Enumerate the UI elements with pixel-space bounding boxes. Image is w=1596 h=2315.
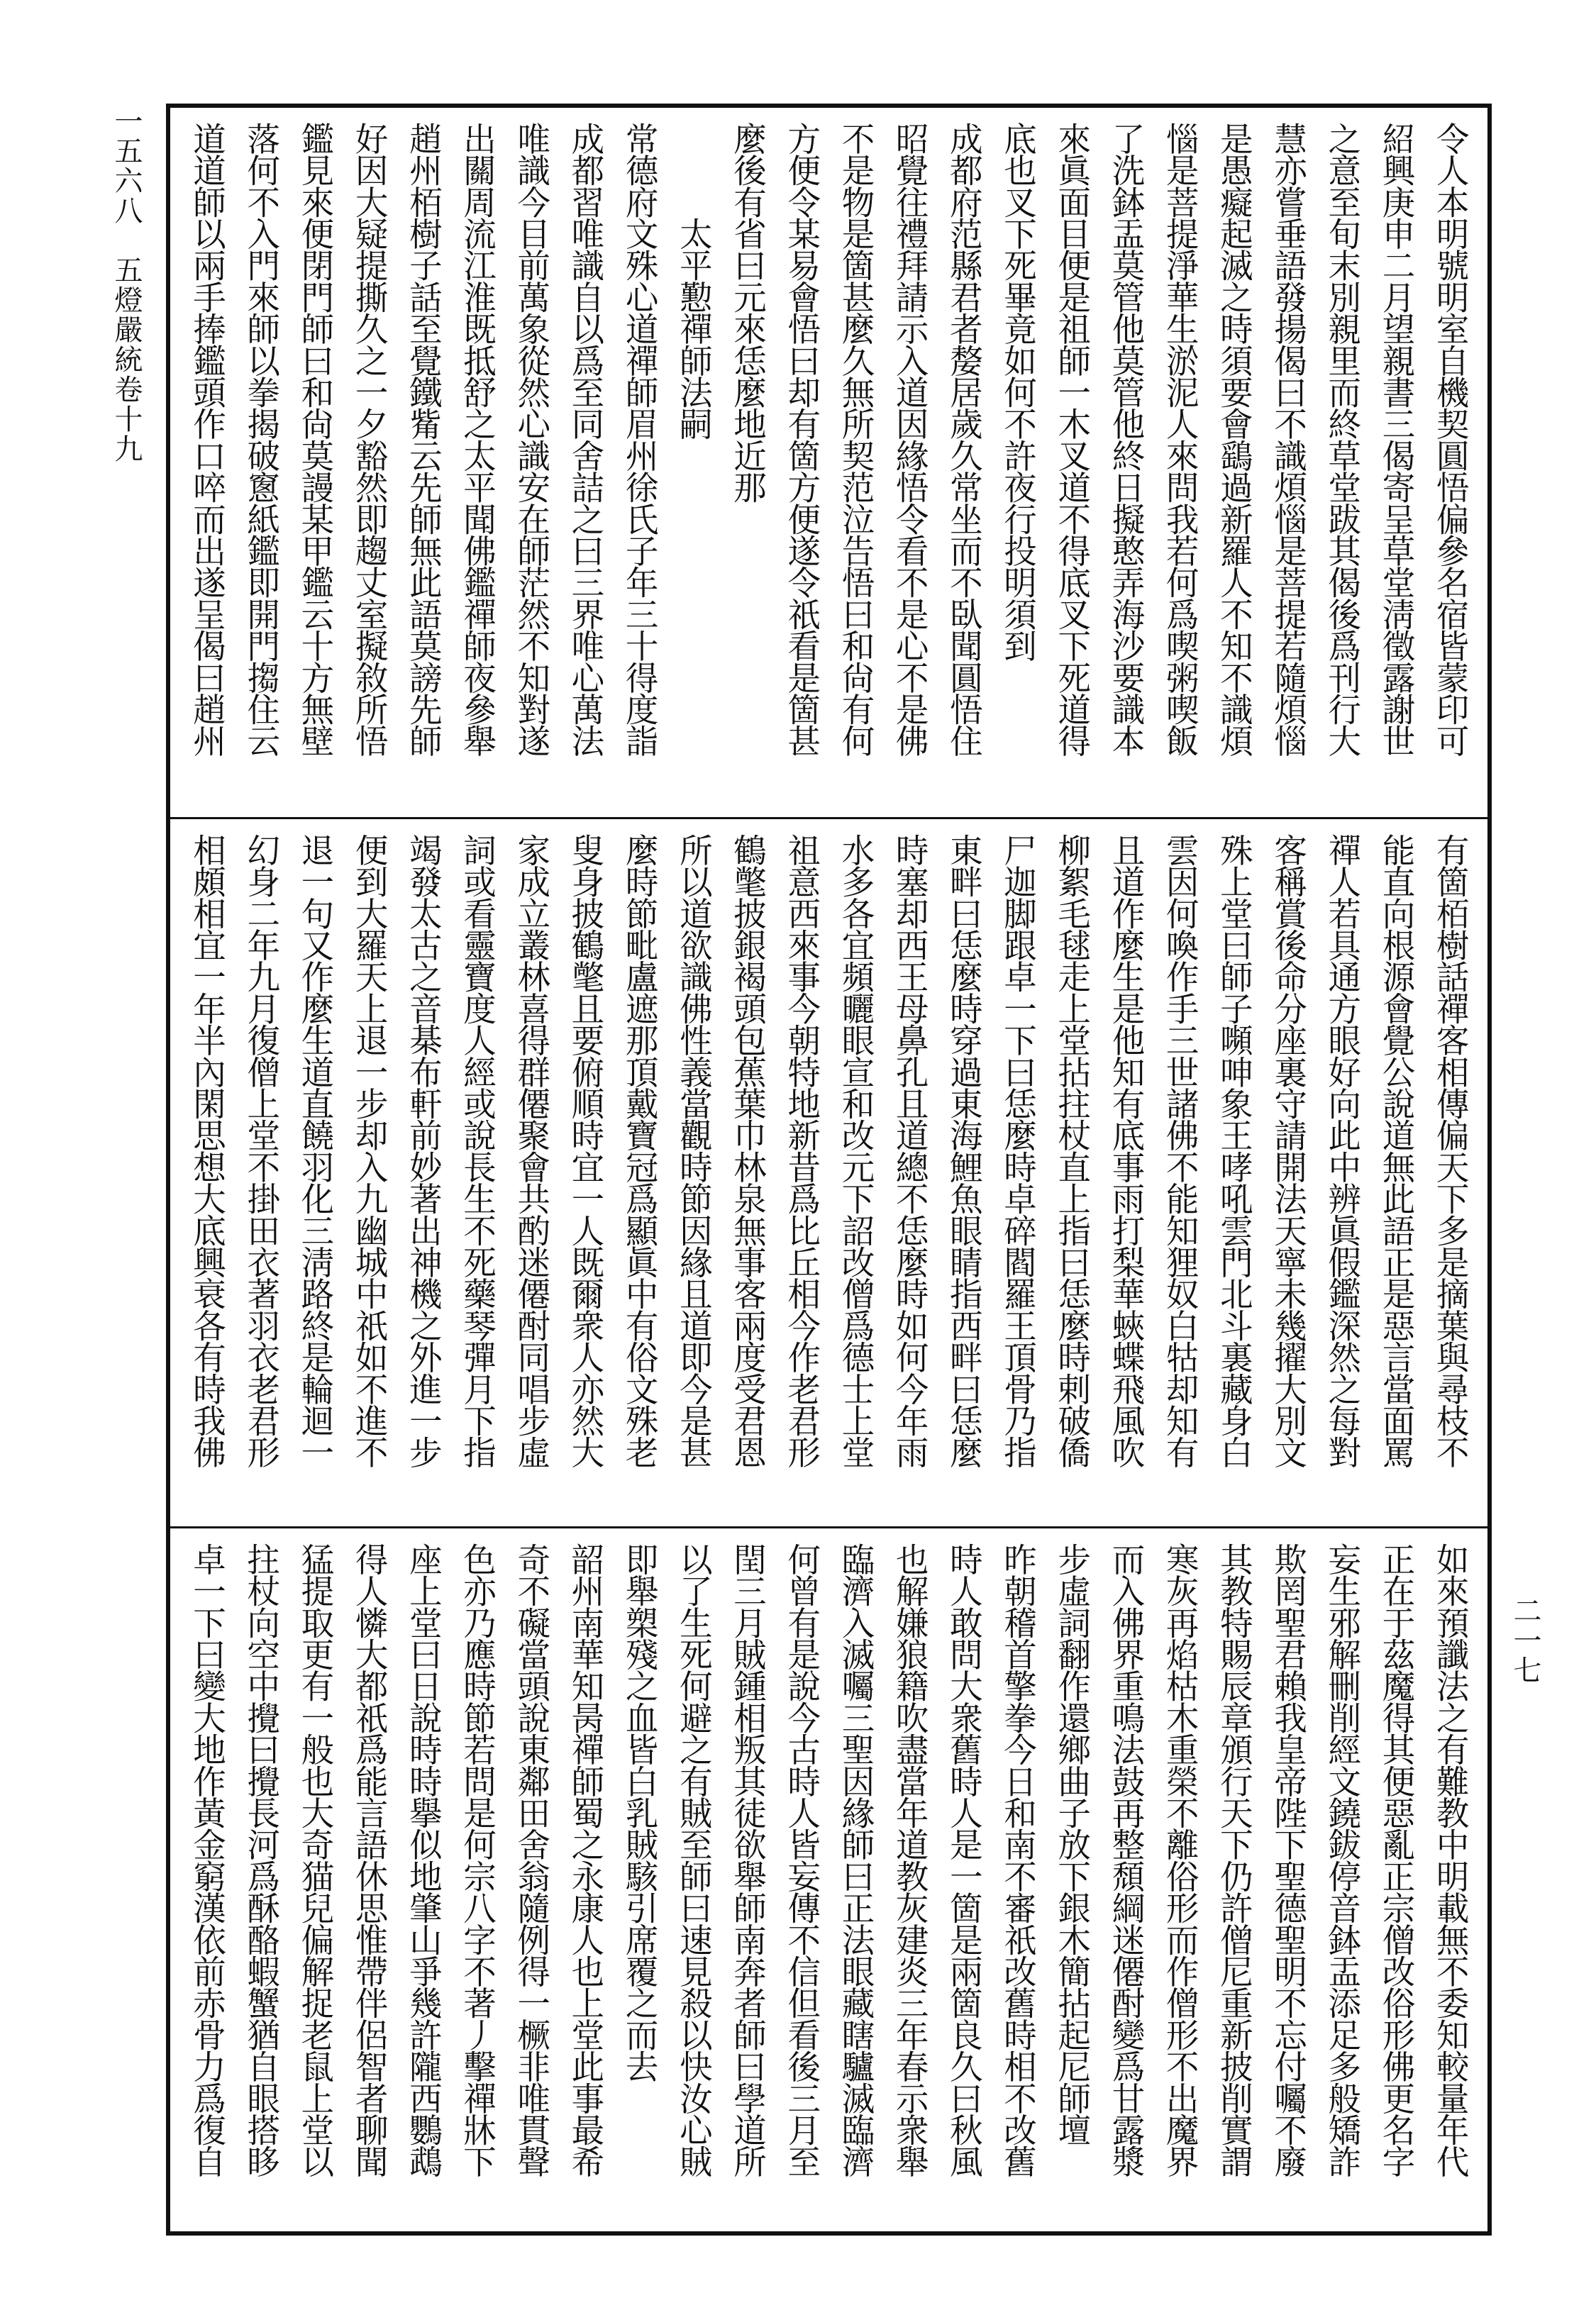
text-column: 道道師以兩手捧鑑頭作口啐而出遂呈偈曰趙州 bbox=[188, 122, 226, 757]
text-column: 了洗鉢盂莫管他莫管他終日擬憨弄海沙要識本 bbox=[1107, 122, 1146, 757]
text-column: 之意至旬末別親里而終草堂跋其偈後爲刊行大 bbox=[1323, 122, 1362, 757]
text-column: 韶州南華知昺禪師蜀之永康人也上堂此事最希 bbox=[566, 1543, 605, 2177]
text-column: 好因大疑提撕久之一夕豁然即趨丈室擬敘所悟 bbox=[350, 122, 389, 757]
text-column: 鶴氅披銀褐頭包蕉葉巾林泉無事客兩度受君恩 bbox=[728, 833, 767, 1468]
text-column: 得人憐大都祇爲能言語休思惟帶伴侶智者聊聞 bbox=[350, 1543, 389, 2177]
text-column: 退一句又作麼生道直饒羽化三淸路終是輪迴一 bbox=[296, 833, 335, 1468]
text-column: 如來預讖法之有難教中明載無不委知較量年代 bbox=[1431, 1543, 1470, 2177]
text-column: 柳絮毛毬走上堂拈拄杖直上指曰恁麼時剌破僑 bbox=[1053, 833, 1092, 1468]
text-column: 惱是菩提淨華生淤泥人來問我若何爲喫粥喫飯 bbox=[1160, 122, 1199, 757]
text-column: 且道作麼生是他知有底事雨打梨華蛺蝶飛風吹 bbox=[1107, 833, 1146, 1468]
page-frame bbox=[166, 104, 1492, 2236]
text-column: 鑑見來便閉門師曰和尙莫謾某甲鑑云十方無壁 bbox=[296, 122, 335, 757]
text-column: 客稱賞後命分座裏守請開法天寧未幾擢大別文 bbox=[1269, 833, 1308, 1468]
text-column: 相頗相宜一年半內閑思想大底興衰各有時我佛 bbox=[188, 833, 226, 1468]
text-column: 步虛詞翻作還鄉曲子放下銀木簡拈起尼師壇 bbox=[1053, 1543, 1092, 2145]
text-column: 能直向根源會覺公說道無此語正是惡言當面罵 bbox=[1377, 833, 1416, 1468]
text-column: 令人本明號明室自機契圓悟偏參名宿皆蒙印可 bbox=[1431, 122, 1470, 757]
text-column: 成都府范縣君者嫠居歲久常坐而不臥聞圓悟住 bbox=[944, 122, 983, 757]
text-column: 有箇栢樹話禪客相傳偏天下多是摘葉與尋枝不 bbox=[1431, 833, 1470, 1468]
text-column: 卓一下曰變大地作黃金窮漢依前赤骨力爲復自 bbox=[188, 1543, 226, 2177]
text-column: 奇不礙當頭說東鄰田舍翁隨例得一橛非唯貫聲 bbox=[512, 1543, 551, 2177]
text-column: 閏三月賊鍾相叛其徒欲舉師南奔者師曰學道所 bbox=[728, 1543, 767, 2177]
text-column: 時人敢問大衆舊時人是一箇是兩箇良久曰秋風 bbox=[944, 1543, 983, 2177]
text-column: 常德府文殊心道禪師眉州徐氏子年三十得度詣 bbox=[620, 122, 659, 757]
text-column: 拄杖向空中攪曰攪長河爲酥酪蝦蟹猶自眼搭眵 bbox=[242, 1543, 281, 2177]
text-column: 雲因何喚作手三世諸佛不能知狸奴白牯却知有 bbox=[1160, 833, 1199, 1468]
text-column: 殊上堂曰師子嚬呻象王哮吼雲門北斗裏藏身白 bbox=[1214, 833, 1253, 1468]
text-column: 慧亦嘗垂語發揚偈曰不識煩惱是菩提若隨煩惱 bbox=[1269, 122, 1308, 757]
text-column: 寒灰再焰枯木重榮不離俗形而作僧形不出魔界 bbox=[1160, 1543, 1199, 2177]
text-column: 家成立叢林喜得群僊聚會共酌迷僊酎同唱步虛 bbox=[512, 833, 551, 1468]
text-column: 所以道欲識佛性義當觀時節因緣且道即今是甚 bbox=[674, 833, 713, 1468]
margin-left-folio: 一五六八 五燈嚴統卷十九 bbox=[110, 106, 143, 464]
text-column: 時塞却西王母鼻孔且道總不恁麼時如何今年雨 bbox=[890, 833, 929, 1468]
text-column: 座上堂曰日說時時擧似地肇山爭幾許隴西鸚鵡 bbox=[404, 1543, 443, 2177]
text-column: 妄生邪解刪削經文鐃鈸停音鉢盂添足多般矯詐 bbox=[1323, 1543, 1362, 2177]
register-middle bbox=[170, 817, 1487, 1526]
text-column: 方便令某易會悟曰却有箇方便遂令祇看是箇甚 bbox=[782, 122, 821, 757]
text-column: 東畔曰恁麼時穿過東海鯉魚眼睛指西畔曰恁麼 bbox=[944, 833, 983, 1468]
text-column: 尸迦脚跟卓一下曰恁麼時卓碎閻羅王頂骨乃指 bbox=[999, 833, 1038, 1468]
text-column: 是愚癡起滅之時須要會鷂過新羅人不知不識煩 bbox=[1214, 122, 1253, 757]
text-column: 詞或看靈寶度人經或說長生不死藥琴彈月下指 bbox=[458, 833, 497, 1468]
text-column: 而入佛界重鳴法鼓再整頹綱迷僊酎變爲甘露漿 bbox=[1107, 1543, 1146, 2177]
text-column: 禪人若具通方眼好向此中辨眞假鑑深然之每對 bbox=[1323, 833, 1362, 1468]
text-column: 不是物是箇甚麼久無所契范泣告悟曰和尙有何 bbox=[836, 122, 875, 757]
text-column: 便到大羅天上退一步却入九幽城中祇如不進不 bbox=[350, 833, 389, 1468]
text-column: 出關周流江淮既抵舒之太平聞佛鑑禪師夜參舉 bbox=[458, 122, 497, 757]
text-column: 叟身披鶴氅且要俯順時宜一人既爾衆人亦然大 bbox=[566, 833, 605, 1468]
text-column: 以了生死何避之有賊至師曰速見殺以快汝心賊 bbox=[674, 1543, 713, 2177]
text-column: 臨濟入滅囑三聖因緣師曰正法眼藏瞎驢滅臨濟 bbox=[836, 1543, 875, 2177]
text-column: 水多各宜頻曬眼宣和改元下詔改僧爲德士上堂 bbox=[836, 833, 875, 1468]
text-column: 紹興庚申二月望親書三偈寄呈草堂淸徵露謝世 bbox=[1377, 122, 1416, 757]
text-column: 成都習唯識自以爲至同舍詰之曰三界唯心萬法 bbox=[566, 122, 605, 757]
text-column: 其教特賜辰章頒行天下仍許僧尼重新披削實謂 bbox=[1214, 1543, 1253, 2177]
text-column: 正在于茲魔得其便惡亂正宗僧改俗形佛更名字 bbox=[1377, 1543, 1416, 2177]
text-column: 來眞面目便是祖師一木叉道不得底叉下死道得 bbox=[1053, 122, 1092, 757]
register-bottom bbox=[170, 1526, 1487, 2231]
text-column: 猛提取更有一般也大奇猫兒偏解捉老鼠上堂以 bbox=[296, 1543, 335, 2177]
margin-right-page-number: 二一七 bbox=[1509, 1596, 1541, 1685]
text-column: 幻身二年九月復僧上堂不掛田衣著羽衣老君形 bbox=[242, 833, 281, 1468]
text-column: 竭發太古之音棊布軒前妙著出神機之外進一步 bbox=[404, 833, 443, 1468]
text-column: 落何不入門來師以拳揭破窻紙鑑即開門搊住云 bbox=[242, 122, 281, 757]
text-column: 麼後有省曰元來恁麼地近那 bbox=[728, 122, 767, 503]
text-column: 欺罔聖君賴我皇帝陛下聖德聖明不忘付囑不廢 bbox=[1269, 1543, 1308, 2177]
text-column: 麼時節毗盧遮那頂戴寶冠爲顯眞中有俗文殊老 bbox=[620, 833, 659, 1468]
text-column: 昨朝稽首擎拳今日和南不審祇改舊時相不改舊 bbox=[999, 1543, 1038, 2177]
text-column: 即舉槊殘之血皆白乳賊駭引席覆之而去 bbox=[620, 1543, 659, 2082]
text-column: 祖意西來事今朝特地新昔爲比丘相今作老君形 bbox=[782, 833, 821, 1468]
text-column: 太平懃禪師法嗣 bbox=[674, 122, 713, 440]
text-column: 也解嫌狼籍吹盡當年道教灰建炎三年春示衆舉 bbox=[890, 1543, 929, 2177]
text-column: 昭覺往禮拜請示入道因緣悟令看不是心不是佛 bbox=[890, 122, 929, 757]
text-column: 唯識今目前萬象從然心識安在師茫然不知對遂 bbox=[512, 122, 551, 757]
text-column: 趙州栢樹子話至覺鐵觜云先師無此語莫謗先師 bbox=[404, 122, 443, 757]
text-column: 何曾有是說今古時人皆妄傳不信但看後三月至 bbox=[782, 1543, 821, 2177]
text-column: 底也叉下死畢竟如何不許夜行投明須到 bbox=[999, 122, 1038, 661]
text-column: 色亦乃應時節若問是何宗八字不著丿擊禪牀下 bbox=[458, 1543, 497, 2177]
register-top bbox=[170, 108, 1487, 817]
